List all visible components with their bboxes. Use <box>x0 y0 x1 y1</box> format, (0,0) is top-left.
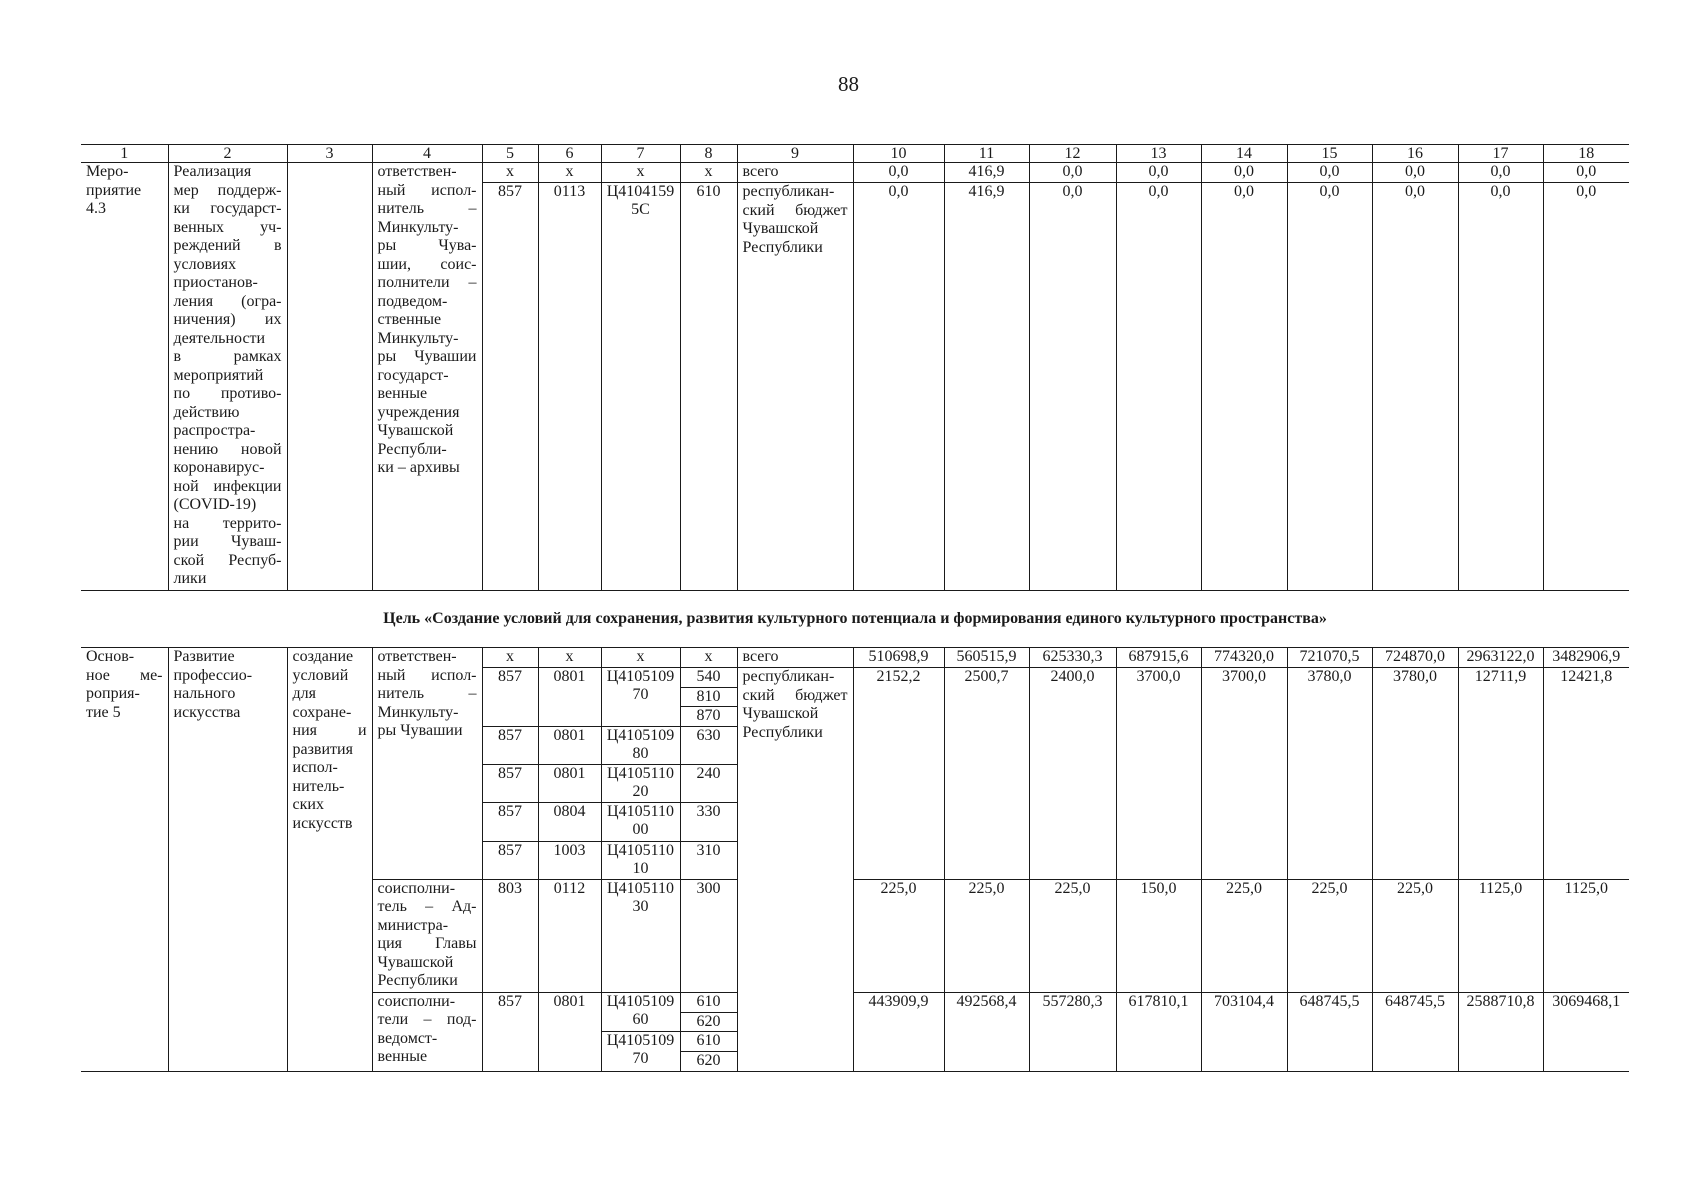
text-line: 20 <box>632 782 649 800</box>
amount-cell: 0,0 <box>1287 163 1372 183</box>
text-line: ния и <box>292 722 367 739</box>
amount-cell: 0,0 <box>1372 183 1458 591</box>
text-line: 70 <box>632 686 649 703</box>
amount-cell: 12711,9 <box>1458 668 1543 880</box>
amount-cell: 648745,5 <box>1372 992 1458 1071</box>
text-line: Ц4105109 <box>606 1032 675 1049</box>
text-line: шии, соис- <box>377 255 477 273</box>
column-number: 6 <box>538 145 601 163</box>
amount-cell: 3700,0 <box>1116 668 1201 880</box>
rz-pr-cell: х <box>538 648 601 668</box>
table-row-total <box>81 648 1629 668</box>
text-line: нитель – <box>377 685 477 702</box>
text-line: 70 <box>632 1050 649 1067</box>
co-executor-cell <box>372 879 482 992</box>
budget-table-measure-4-3 <box>81 144 1629 591</box>
text-line: венные <box>377 1048 428 1065</box>
text-line: Основ- <box>86 648 135 665</box>
column-number: 18 <box>1543 145 1629 163</box>
column-number: 10 <box>853 145 944 163</box>
amount-cell: 774320,0 <box>1201 648 1287 668</box>
amount-cell: 225,0 <box>1287 879 1372 992</box>
text-line: коронавирус- <box>173 459 265 476</box>
column-number: 1 <box>81 145 168 163</box>
column-number: 3 <box>287 145 372 163</box>
column-number: 16 <box>1372 145 1458 163</box>
text-line: деятельности <box>173 329 266 347</box>
amount-cell: 0,0 <box>853 183 944 591</box>
amount-cell: 510698,9 <box>853 648 944 668</box>
budget-table-main-event-5 <box>81 647 1629 1072</box>
text-line: венных уч- <box>173 218 282 236</box>
grbs-cell: 803 <box>482 879 538 992</box>
text-line: Чувашской <box>377 953 454 971</box>
column-number: 2 <box>168 145 287 163</box>
text-line: действию <box>173 403 240 421</box>
text-line: ки государст- <box>173 200 282 217</box>
text-line: ответствен- <box>377 648 457 665</box>
text-line: Ц4105110 <box>607 841 674 859</box>
text-line: ный испол- <box>377 666 477 684</box>
text-line: ский бюджет <box>742 201 848 219</box>
text-line: ное ме- <box>86 666 163 684</box>
csr-cell <box>601 1032 680 1072</box>
text-line: нитель- <box>292 777 345 795</box>
column-number: 5 <box>482 145 538 163</box>
amount-cell: 12421,8 <box>1543 668 1629 880</box>
column-number-row <box>81 145 1629 163</box>
csr-cell <box>601 802 680 841</box>
csr-cell: х <box>601 163 680 183</box>
amount-cell: 0,0 <box>1116 183 1201 591</box>
text-line: приостанов- <box>173 274 258 291</box>
text-line: нального <box>173 685 236 702</box>
text-line: 60 <box>632 1010 649 1028</box>
text-line: ничения) их <box>173 311 282 328</box>
amount-cell: 0,0 <box>1029 163 1116 183</box>
column-number: 9 <box>737 145 853 163</box>
text-line: полнители – <box>377 274 477 291</box>
amount-cell: 721070,5 <box>1287 648 1372 668</box>
event-name-cell <box>168 163 287 591</box>
text-line: Республики <box>377 972 458 989</box>
column-number: 8 <box>680 145 737 163</box>
grbs-cell: х <box>482 648 538 668</box>
text-line: Чувашской <box>742 220 819 237</box>
amount-cell: 0,0 <box>1458 183 1543 591</box>
text-line: на террито- <box>173 514 282 532</box>
amount-cell: 724870,0 <box>1372 648 1458 668</box>
text-line: Минкульту- <box>377 218 459 236</box>
text-line: ры Чува- <box>377 237 477 254</box>
vr-cell: 310 <box>680 841 737 879</box>
funding-source-cell <box>737 183 853 591</box>
text-line: 10 <box>632 859 649 877</box>
rz-pr-cell: 0801 <box>538 726 601 764</box>
text-line: ления (огра- <box>173 292 282 310</box>
amount-cell: 0,0 <box>1543 183 1629 591</box>
text-line: государст- <box>377 366 449 384</box>
text-line: ственные <box>377 311 442 328</box>
event-status-cell <box>81 648 168 1072</box>
vr-cell: 610 <box>680 1032 737 1052</box>
text-line: по противо- <box>173 385 282 402</box>
rz-pr-cell: 0112 <box>538 879 601 992</box>
text-line: Минкульту- <box>377 329 459 347</box>
amount-cell: 0,0 <box>1116 163 1201 183</box>
grbs-cell: 857 <box>482 668 538 727</box>
text-line: соисполни- <box>377 879 456 897</box>
funding-source-cell: всего <box>737 648 853 668</box>
column-number: 15 <box>1287 145 1372 163</box>
vr-cell: 300 <box>680 879 737 992</box>
text-line: ный испол- <box>377 181 477 199</box>
text-line: распростра- <box>173 422 256 439</box>
amount-cell: 2588710,8 <box>1458 992 1543 1071</box>
amount-cell: 0,0 <box>1201 163 1287 183</box>
text-line: испол- <box>292 759 338 776</box>
csr-cell <box>601 841 680 879</box>
text-line: ки – архивы <box>377 459 460 476</box>
grbs-cell: 857 <box>482 764 538 802</box>
column-number: 11 <box>944 145 1029 163</box>
text-line: Республики <box>742 723 823 741</box>
csr-cell <box>601 992 680 1032</box>
text-line: искусств <box>292 814 353 832</box>
rz-pr-cell: 0113 <box>538 183 601 591</box>
text-line: развития <box>292 740 353 758</box>
co-executor-cell <box>372 992 482 1071</box>
amount-cell: 3482906,9 <box>1543 648 1629 668</box>
amount-cell: 150,0 <box>1116 879 1201 992</box>
amount-cell: 648745,5 <box>1287 992 1372 1071</box>
text-line: республикан- <box>742 668 835 685</box>
csr-cell: х <box>601 648 680 668</box>
amount-cell: 687915,6 <box>1116 648 1201 668</box>
text-line: 4.3 <box>86 200 106 217</box>
amount-cell: 1125,0 <box>1458 879 1543 992</box>
amount-cell: 492568,4 <box>944 992 1029 1071</box>
text-line: условий <box>292 666 349 684</box>
text-line: для <box>292 685 316 702</box>
amount-cell: 3069468,1 <box>1543 992 1629 1071</box>
rz-pr-cell: 1003 <box>538 841 601 879</box>
amount-cell: 0,0 <box>1372 163 1458 183</box>
executor-cell <box>372 648 482 880</box>
text-line: (COVID-19) <box>173 496 257 513</box>
executor-cell <box>372 163 482 591</box>
amount-cell: 3780,0 <box>1372 668 1458 880</box>
vr-cell: 330 <box>680 802 737 841</box>
rz-pr-cell: 0801 <box>538 764 601 802</box>
text-line: ских <box>292 796 324 813</box>
csr-cell <box>601 764 680 802</box>
text-line: Ц4104159 <box>606 183 675 200</box>
rz-pr-cell: х <box>538 163 601 183</box>
text-line: рии Чуваш- <box>173 533 282 550</box>
grbs-cell: 857 <box>482 726 538 764</box>
text-line: 30 <box>632 897 649 915</box>
amount-cell: 2152,2 <box>853 668 944 880</box>
event-task-cell <box>287 163 372 591</box>
text-line: Ц4105110 <box>607 879 674 897</box>
text-line: соисполни- <box>377 992 456 1010</box>
grbs-cell: 857 <box>482 841 538 879</box>
text-line: тие 5 <box>86 703 121 721</box>
vr-cell: 870 <box>680 707 737 727</box>
text-line: тели – под- <box>377 1011 477 1028</box>
amount-cell: 557280,3 <box>1029 992 1116 1071</box>
grbs-cell: 857 <box>482 992 538 1071</box>
text-line: 80 <box>632 744 649 762</box>
text-line: Республики <box>742 238 823 256</box>
column-number: 14 <box>1201 145 1287 163</box>
text-line: ция Главы <box>377 935 477 952</box>
text-line: ский бюджет <box>742 686 848 704</box>
amount-cell: 703104,4 <box>1201 992 1287 1071</box>
text-line: учреждения <box>377 403 460 421</box>
text-line: министра- <box>377 916 449 934</box>
text-line: ответствен- <box>377 163 457 180</box>
event-name-cell <box>168 648 287 1072</box>
text-line: Ц4105109 <box>606 668 675 685</box>
vr-cell: 610 <box>680 992 737 1012</box>
vr-cell: 240 <box>680 764 737 802</box>
amount-cell: 560515,9 <box>944 648 1029 668</box>
text-line: мероприятий <box>173 366 264 384</box>
text-line: 5С <box>631 201 650 218</box>
text-line: нитель – <box>377 200 477 217</box>
amount-cell: 416,9 <box>944 183 1029 591</box>
text-line: реждений в <box>173 237 282 254</box>
column-number: 13 <box>1116 145 1201 163</box>
amount-cell: 2500,7 <box>944 668 1029 880</box>
page-number: 88 <box>838 72 859 96</box>
vr-cell: х <box>680 648 737 668</box>
text-line: венные <box>377 385 428 402</box>
vr-cell: 540 <box>680 668 737 688</box>
rz-pr-cell: 0801 <box>538 992 601 1071</box>
text-line: ной инфекции <box>173 477 282 495</box>
csr-cell <box>601 879 680 992</box>
text-line: профессио- <box>173 666 253 684</box>
grbs-cell: х <box>482 163 538 183</box>
goal-heading: Цель «Создание условий для сохранения, развития культурного потенциала и формирования единого культурного пространства» <box>383 610 1327 627</box>
text-line: ведомст- <box>377 1029 438 1047</box>
text-line: Ц4105110 <box>607 802 674 820</box>
text-line: приятие <box>86 181 142 199</box>
amount-cell: 416,9 <box>944 163 1029 183</box>
text-line: Развитие <box>173 648 235 665</box>
text-line: Ц4105109 <box>606 726 675 744</box>
text-line: искусства <box>173 703 241 721</box>
text-line: ской Респуб- <box>173 551 282 569</box>
amount-cell: 1125,0 <box>1543 879 1629 992</box>
text-line: тель – Ад- <box>377 898 477 915</box>
text-line: республикан- <box>742 183 835 200</box>
text-line: ры Чувашии <box>377 722 463 739</box>
text-line: 00 <box>632 820 649 838</box>
amount-cell: 225,0 <box>1372 879 1458 992</box>
vr-cell: 620 <box>680 1012 737 1032</box>
amount-cell: 0,0 <box>1458 163 1543 183</box>
column-number: 17 <box>1458 145 1543 163</box>
column-number: 4 <box>372 145 482 163</box>
rz-pr-cell: 0804 <box>538 802 601 841</box>
column-number: 12 <box>1029 145 1116 163</box>
text-line: Чувашской <box>742 705 819 722</box>
csr-cell <box>601 726 680 764</box>
text-line: Чувашской <box>377 422 454 439</box>
amount-cell: 625330,3 <box>1029 648 1116 668</box>
vr-cell: 610 <box>680 183 737 591</box>
csr-cell <box>601 668 680 727</box>
amount-cell: 2400,0 <box>1029 668 1116 880</box>
amount-cell: 225,0 <box>944 879 1029 992</box>
csr-cell <box>601 183 680 591</box>
text-line: роприя- <box>86 685 140 702</box>
grbs-cell: 857 <box>482 802 538 841</box>
text-line: сохране- <box>292 703 352 721</box>
amount-cell: 0,0 <box>1543 163 1629 183</box>
text-line: Республи- <box>377 440 447 458</box>
amount-cell: 225,0 <box>853 879 944 992</box>
text-line: мер поддерж- <box>173 181 282 199</box>
event-status-cell <box>81 163 168 591</box>
amount-cell: 0,0 <box>1201 183 1287 591</box>
text-line: создание <box>292 648 354 665</box>
text-line: условиях <box>173 255 237 273</box>
vr-cell: х <box>680 163 737 183</box>
rz-pr-cell: 0801 <box>538 668 601 727</box>
text-line: ры Чувашии <box>377 348 477 365</box>
text-line: Минкульту- <box>377 703 459 721</box>
table-row-total <box>81 163 1629 183</box>
amount-cell: 0,0 <box>1287 183 1372 591</box>
vr-cell: 810 <box>680 687 737 707</box>
amount-cell: 3780,0 <box>1287 668 1372 880</box>
amount-cell: 225,0 <box>1029 879 1116 992</box>
text-line: нению новой <box>173 440 282 458</box>
amount-cell: 443909,9 <box>853 992 944 1071</box>
vr-cell: 630 <box>680 726 737 764</box>
text-line: Меро- <box>86 163 129 180</box>
text-line: лики <box>173 570 207 587</box>
text-line: в рамках <box>173 348 282 365</box>
amount-cell: 2963122,0 <box>1458 648 1543 668</box>
funding-source-cell: всего <box>737 163 853 183</box>
amount-cell: 3700,0 <box>1201 668 1287 880</box>
text-line: Ц4105109 <box>606 992 675 1010</box>
event-task-cell <box>287 648 372 1072</box>
text-line: Реализация <box>173 163 252 180</box>
amount-cell: 225,0 <box>1201 879 1287 992</box>
amount-cell: 0,0 <box>853 163 944 183</box>
amount-cell: 617810,1 <box>1116 992 1201 1071</box>
grbs-cell: 857 <box>482 183 538 591</box>
vr-cell: 620 <box>680 1052 737 1072</box>
column-number: 7 <box>601 145 680 163</box>
text-line: Ц4105110 <box>607 764 674 782</box>
text-line: подведом- <box>377 292 448 310</box>
amount-cell: 0,0 <box>1029 183 1116 591</box>
funding-source-cell <box>737 668 853 1072</box>
